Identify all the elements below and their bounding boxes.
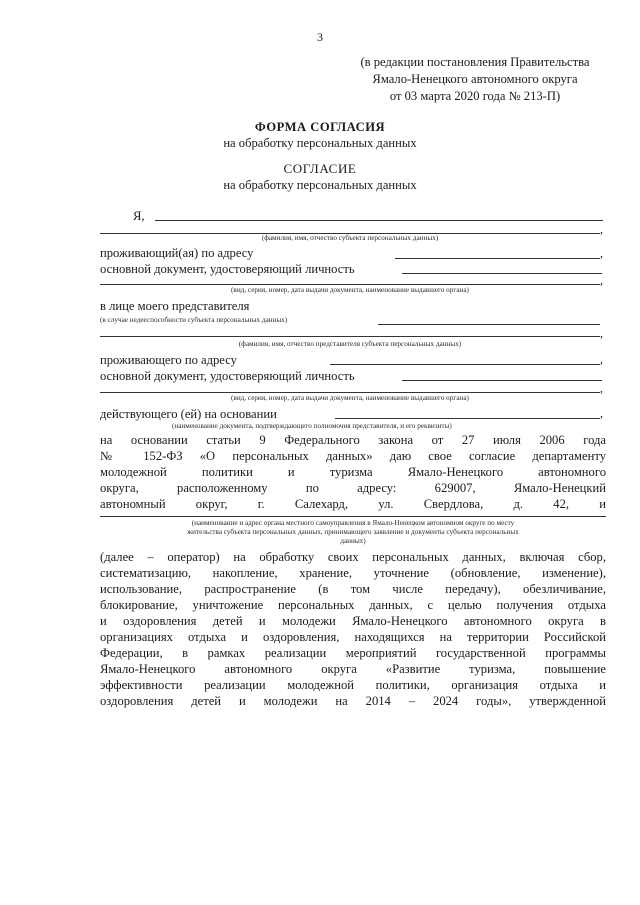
para2-line-1: (далее – оператор) на обработку своих персональных данных, включая сбор, (100, 550, 606, 564)
rep-fio-field-2[interactable] (100, 336, 600, 337)
para1-line-1: на основании статьи 9 Федерального закона от 27 июля 2006 года (100, 433, 606, 447)
para2-line-9: эффективности реализации молодежной политики, организация отдыха и (100, 678, 606, 692)
residing-label: проживающий(ая) по адресу (100, 246, 254, 260)
hint-org-line-1: (наименование и адрес органа местного самоуправления в Ямало-Ненецком автономном округе по месту (191, 519, 515, 527)
form-subtitle: на обработку персональных данных (223, 136, 417, 150)
hint-org-line-3: данных) (340, 537, 366, 545)
rep-address-field[interactable] (330, 364, 600, 365)
document-page: 3 (в редакции постановления Правительства Ямало-Ненецкого автономного округа от 03 марта 2020 года № 213-П) ФОРМА СОГЛАСИЯ на обработку персональных данных СОГЛАСИЕ на обработку персональных данных Я, , (фамилия, имя, отчество субъекта персональных данных) проживающий(ая) по адресу , основной документ, удостоверяющий личность , (вид, серия, номер, дата выдачи документа, наименование выдавшего органа) в лице моего представителя (в случае недееспособности субъекта персональных данных) , (фамилия, имя, отчество представителя субъекта персональных данных) проживающего по адресу , основной документ, удостоверяющий личность , (вид, серия, номер, дата выдачи документа, наименование выдавшего органа) действующего (ей) на основании , (наименование документа, подтверждающего полномочия представителя, и его реквизиты) на основании статьи 9 Федерального закона от 27 июля 2006 года № 152-ФЗ «О персональных данных» даю свое согласие департаменту молодежной политики и туризма Ямало-Ненецкого автономного округа, расположенному по адресу: 629007, Ямало-Ненецкий автономный округ, г. Салехард, ул. Свердлова, д. 42, и (наименование и адрес органа местного самоуправления в Ямало-Ненецком автономном округе по месту жительства субъекта персональных данных, принимающего заявление и документы субъекта персональных данных) (далее – оператор) на обработку своих персональных данных, включая сбор, систематизацию, накопление, хранение, уточнение (обновление, изменение), использование, распространение (в том числе передачу), обезличивание, блокирование, уничтожение персональных данных, с целью получения отдыха и оздоровления детей и молодежи Ямало-Ненецкого автономного округа в организациях отдыха и оздоровления, находящихся на территории Российской Федерации, в рамках реализации мероприятий государственной программы Ямало-Ненецкого автономного округа «Развитие туризма, повышение эффективности реализации молодежной политики, организация отдыха и оздоровления детей и молодежи на 2014 – 2024 годы», утвержденной (0, 0, 640, 905)
id-doc-label: основной документ, удостоверяющий личность (100, 262, 355, 276)
acting-label: действующего (ей) на основании (100, 407, 277, 421)
form-title: ФОРМА СОГЛАСИЯ (254, 120, 386, 134)
hint-fio-subject: (фамилия, имя, отчество субъекта персональных данных) (261, 234, 439, 242)
para2-line-3: использование, распространение (в том числе передачу), обезличивание, (100, 582, 606, 596)
rep-id-doc-field[interactable] (402, 380, 602, 381)
hint-doc-rep: (вид, серия, номер, дата выдачи документа, наименование выдавшего органа) (231, 394, 469, 402)
authority-field[interactable] (335, 418, 600, 419)
para2-line-10: оздоровления детей и молодежи на 2014 – 2024 годы», утвержденной (100, 694, 606, 708)
para1-line-3: молодежной политики и туризма Ямало-Ненецкого автономного (100, 465, 606, 479)
org-name-field[interactable] (100, 516, 606, 517)
para1-line-2: № 152-ФЗ «О персональных данных» даю свое согласие департаменту (100, 449, 606, 463)
hint-authority: (наименование документа, подтверждающего полномочия представителя, и его реквизиты) (172, 422, 452, 430)
para1-line-4: округа, расположенному по адресу: 629007, Ямало-Ненецкий (100, 481, 606, 495)
para2-line-6: организациях отдыха и оздоровления, находящихся на территории Российской (100, 630, 606, 644)
hint-org-line-2: жительства субъекта персональных данных, принимающего заявление и документы субъекта персональных (187, 528, 519, 536)
page-number: 3 (317, 30, 323, 44)
consent-subtitle: на обработку персональных данных (223, 178, 417, 192)
id-doc-field[interactable] (402, 273, 602, 274)
fio-subject-line[interactable] (155, 220, 603, 221)
para2-line-8: Ямало-Ненецкого автономного округа «Развитие туризма, повышение (100, 662, 606, 676)
i-label: Я, (133, 209, 145, 223)
amendment-line-3: от 03 марта 2020 года № 213-П) (389, 89, 561, 103)
rep-id-doc-label: основной документ, удостоверяющий личность (100, 369, 355, 383)
rep-condition: (в случае недееспособности субъекта персональных данных) (100, 316, 288, 324)
rep-label: в лице моего представителя (100, 299, 250, 313)
amendment-line-1: (в редакции постановления Правительства (360, 55, 590, 69)
para2-line-5: и оздоровления детей и молодежи Ямало-Ненецкого автономного округа в (100, 614, 606, 628)
hint-fio-rep: (фамилия, имя, отчество представителя субъекта персональных данных) (238, 340, 462, 348)
hint-doc: (вид, серия, номер, дата выдачи документа, наименование выдавшего органа) (231, 286, 469, 294)
address-field[interactable] (395, 258, 600, 259)
para2-line-4: блокирование, уничтожение персональных данных, с целью получения отдыха (100, 598, 606, 612)
para2-line-2: систематизацию, накопление, хранение, уточнение (обновление, изменение), (100, 566, 606, 580)
amendment-line-2: Ямало-Ненецкого автономного округа (372, 72, 578, 86)
id-doc-field-2[interactable] (100, 284, 600, 285)
rep-id-doc-field-2[interactable] (100, 392, 600, 393)
para1-line-5: автономный округ, г. Салехард, ул. Свердлова, д. 42, и (100, 497, 606, 511)
rep-fio-field[interactable] (378, 324, 600, 325)
para2-line-7: Федерации, в рамках реализации мероприятий государственной программы (100, 646, 606, 660)
consent-title: СОГЛАСИЕ (283, 161, 357, 176)
rep-residing-label: проживающего по адресу (100, 353, 237, 367)
